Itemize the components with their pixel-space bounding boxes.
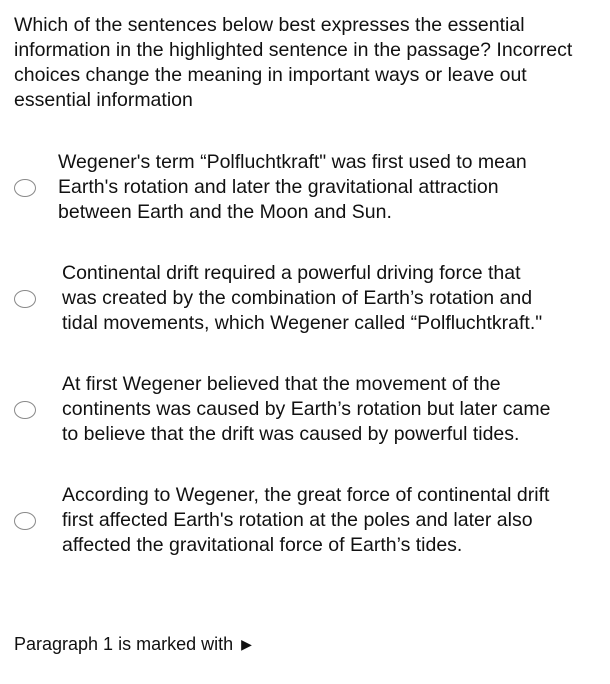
answer-option-4-text: According to Wegener, the great force of continental drift first affected Earth's rotation at the poles and later also affected the gravitational force of Earth’s tides.	[62, 484, 550, 556]
radio-button-1[interactable]	[14, 179, 36, 197]
paragraph-marker-text: Paragraph 1 is marked with	[14, 634, 234, 654]
answer-option-4[interactable]	[14, 483, 598, 558]
answer-option-2-text: Continental drift required a powerful driving force that was created by the combination of Earth’s rotation and tidal movements, which Wegener called “Polfluchtkraft."	[62, 262, 543, 334]
radio-button-2[interactable]	[14, 290, 36, 308]
answer-option-1[interactable]	[14, 150, 598, 225]
answer-option-3-text: At first Wegener believed that the movement of the continents was caused by Earth’s rotation but later came to believe that the drift was caused by powerful tides.	[62, 373, 551, 445]
question-prompt: Which of the sentences below best expresses the essential information in the highlighted sentence in the passage? Incorrect choices change the meaning in important ways or leave out essential information	[14, 14, 573, 111]
radio-button-4[interactable]	[14, 512, 36, 530]
answer-option-3[interactable]	[14, 372, 598, 447]
answer-option-1-text: Wegener's term “Polfluchtkraft" was first used to mean Earth's rotation and later the gravitational attraction between Earth and the Moon and Sun.	[58, 151, 527, 223]
radio-button-3[interactable]	[14, 401, 36, 419]
answer-option-2[interactable]	[14, 261, 598, 336]
triangle-right-icon: ▶	[241, 636, 252, 652]
paragraph-marker-note	[14, 632, 252, 656]
